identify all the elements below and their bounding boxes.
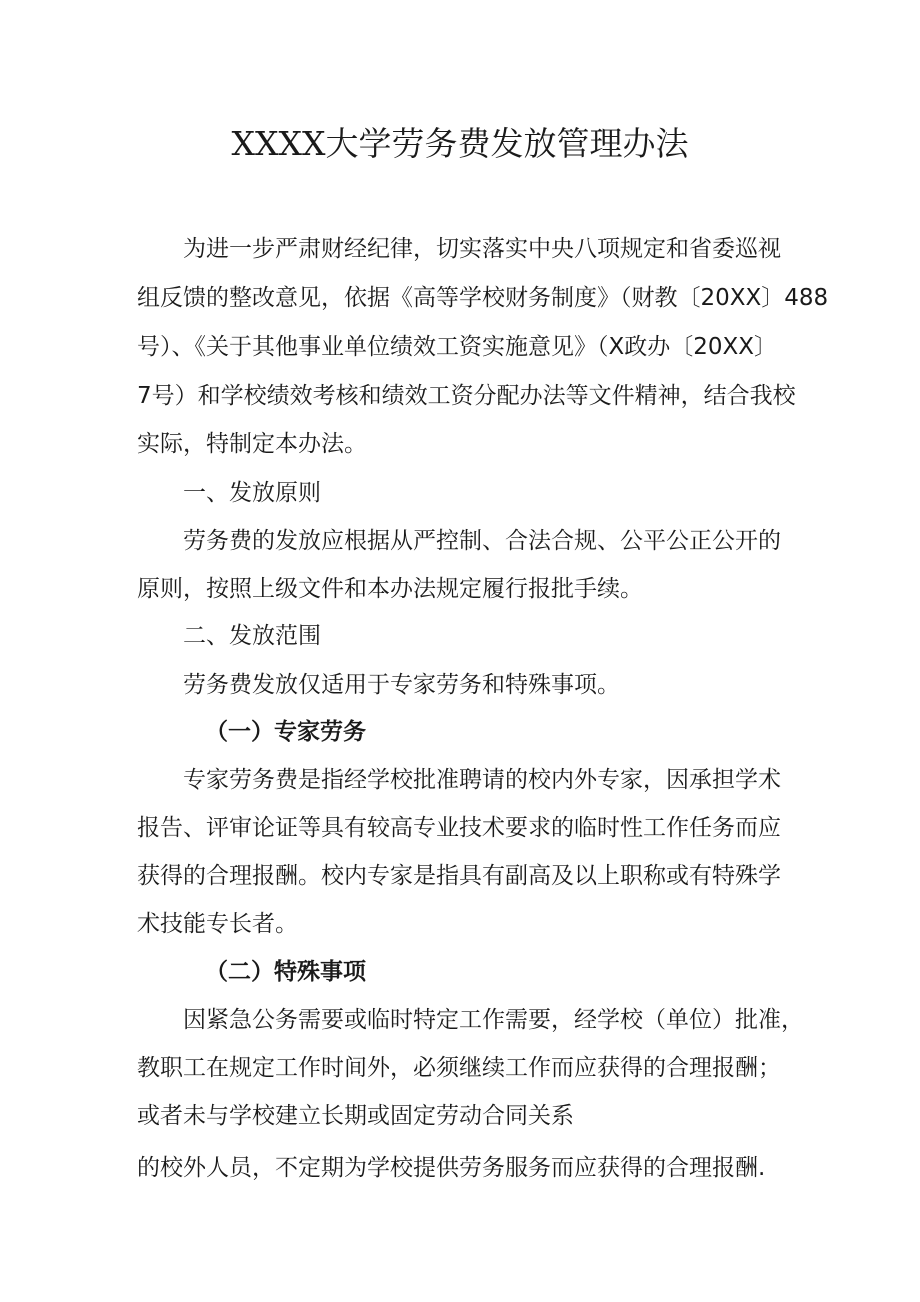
subsection-2-line-4: 的校外人员，不定期为学校提供劳务服务而应获得的合理报酬. [137,1155,766,1181]
section-2-heading: 二、发放范围 [183,623,321,649]
subsection-1-line-2: 报告、评审论证等具有较高专业技术要求的临时性工作任务而应 [137,815,781,841]
subsection-2-heading: （二）特殊事项 [205,959,366,985]
section-1-heading: 一、发放原则 [183,480,321,506]
document-title: XXXX大学劳务费发放管理办法 [231,124,689,163]
subsection-2-line-2: 教职工在规定工作时间外，必须继续工作而应获得的合理报酬； [137,1055,781,1081]
subsection-1-line-4: 术技能专长者。 [137,911,298,937]
subsection-1-heading: （一）专家劳务 [205,719,366,745]
subsection-2-line-3: 或者未与学校建立长期或固定劳动合同关系 [137,1103,574,1129]
preamble-line-1: 为进一步严肃财经纪律，切实落实中央八项规定和省委巡视 [183,236,781,262]
subsection-1-line-3: 获得的合理报酬。校内专家是指具有副高及以上职称或有特殊学 [137,863,781,889]
section-1-line-2: 原则，按照上级文件和本办法规定履行报批手续。 [137,576,643,602]
preamble-line-2: 组反馈的整改意见，依据《高等学校财务制度》（财教〔20XX〕488 [137,285,829,311]
subsection-2-line-1: 因紧急公务需要或临时特定工作需要，经学校（单位）批准， [183,1007,804,1033]
section-1-line-1: 劳务费的发放应根据从严控制、合法合规、公平公正公开的 [183,528,781,554]
section-2-intro: 劳务费发放仅适用于专家劳务和特殊事项。 [183,672,620,698]
preamble-line-4: 7号）和学校绩效考核和绩效工资分配办法等文件精神，结合我校 [137,383,796,409]
subsection-1-line-1: 专家劳务费是指经学校批准聘请的校内外专家，因承担学术 [183,767,781,793]
preamble-line-3: 号）、《关于其他事业单位绩效工资实施意见》（X政办〔20XX〕 [137,334,778,360]
preamble-line-5: 实际，特制定本办法。 [137,431,367,457]
